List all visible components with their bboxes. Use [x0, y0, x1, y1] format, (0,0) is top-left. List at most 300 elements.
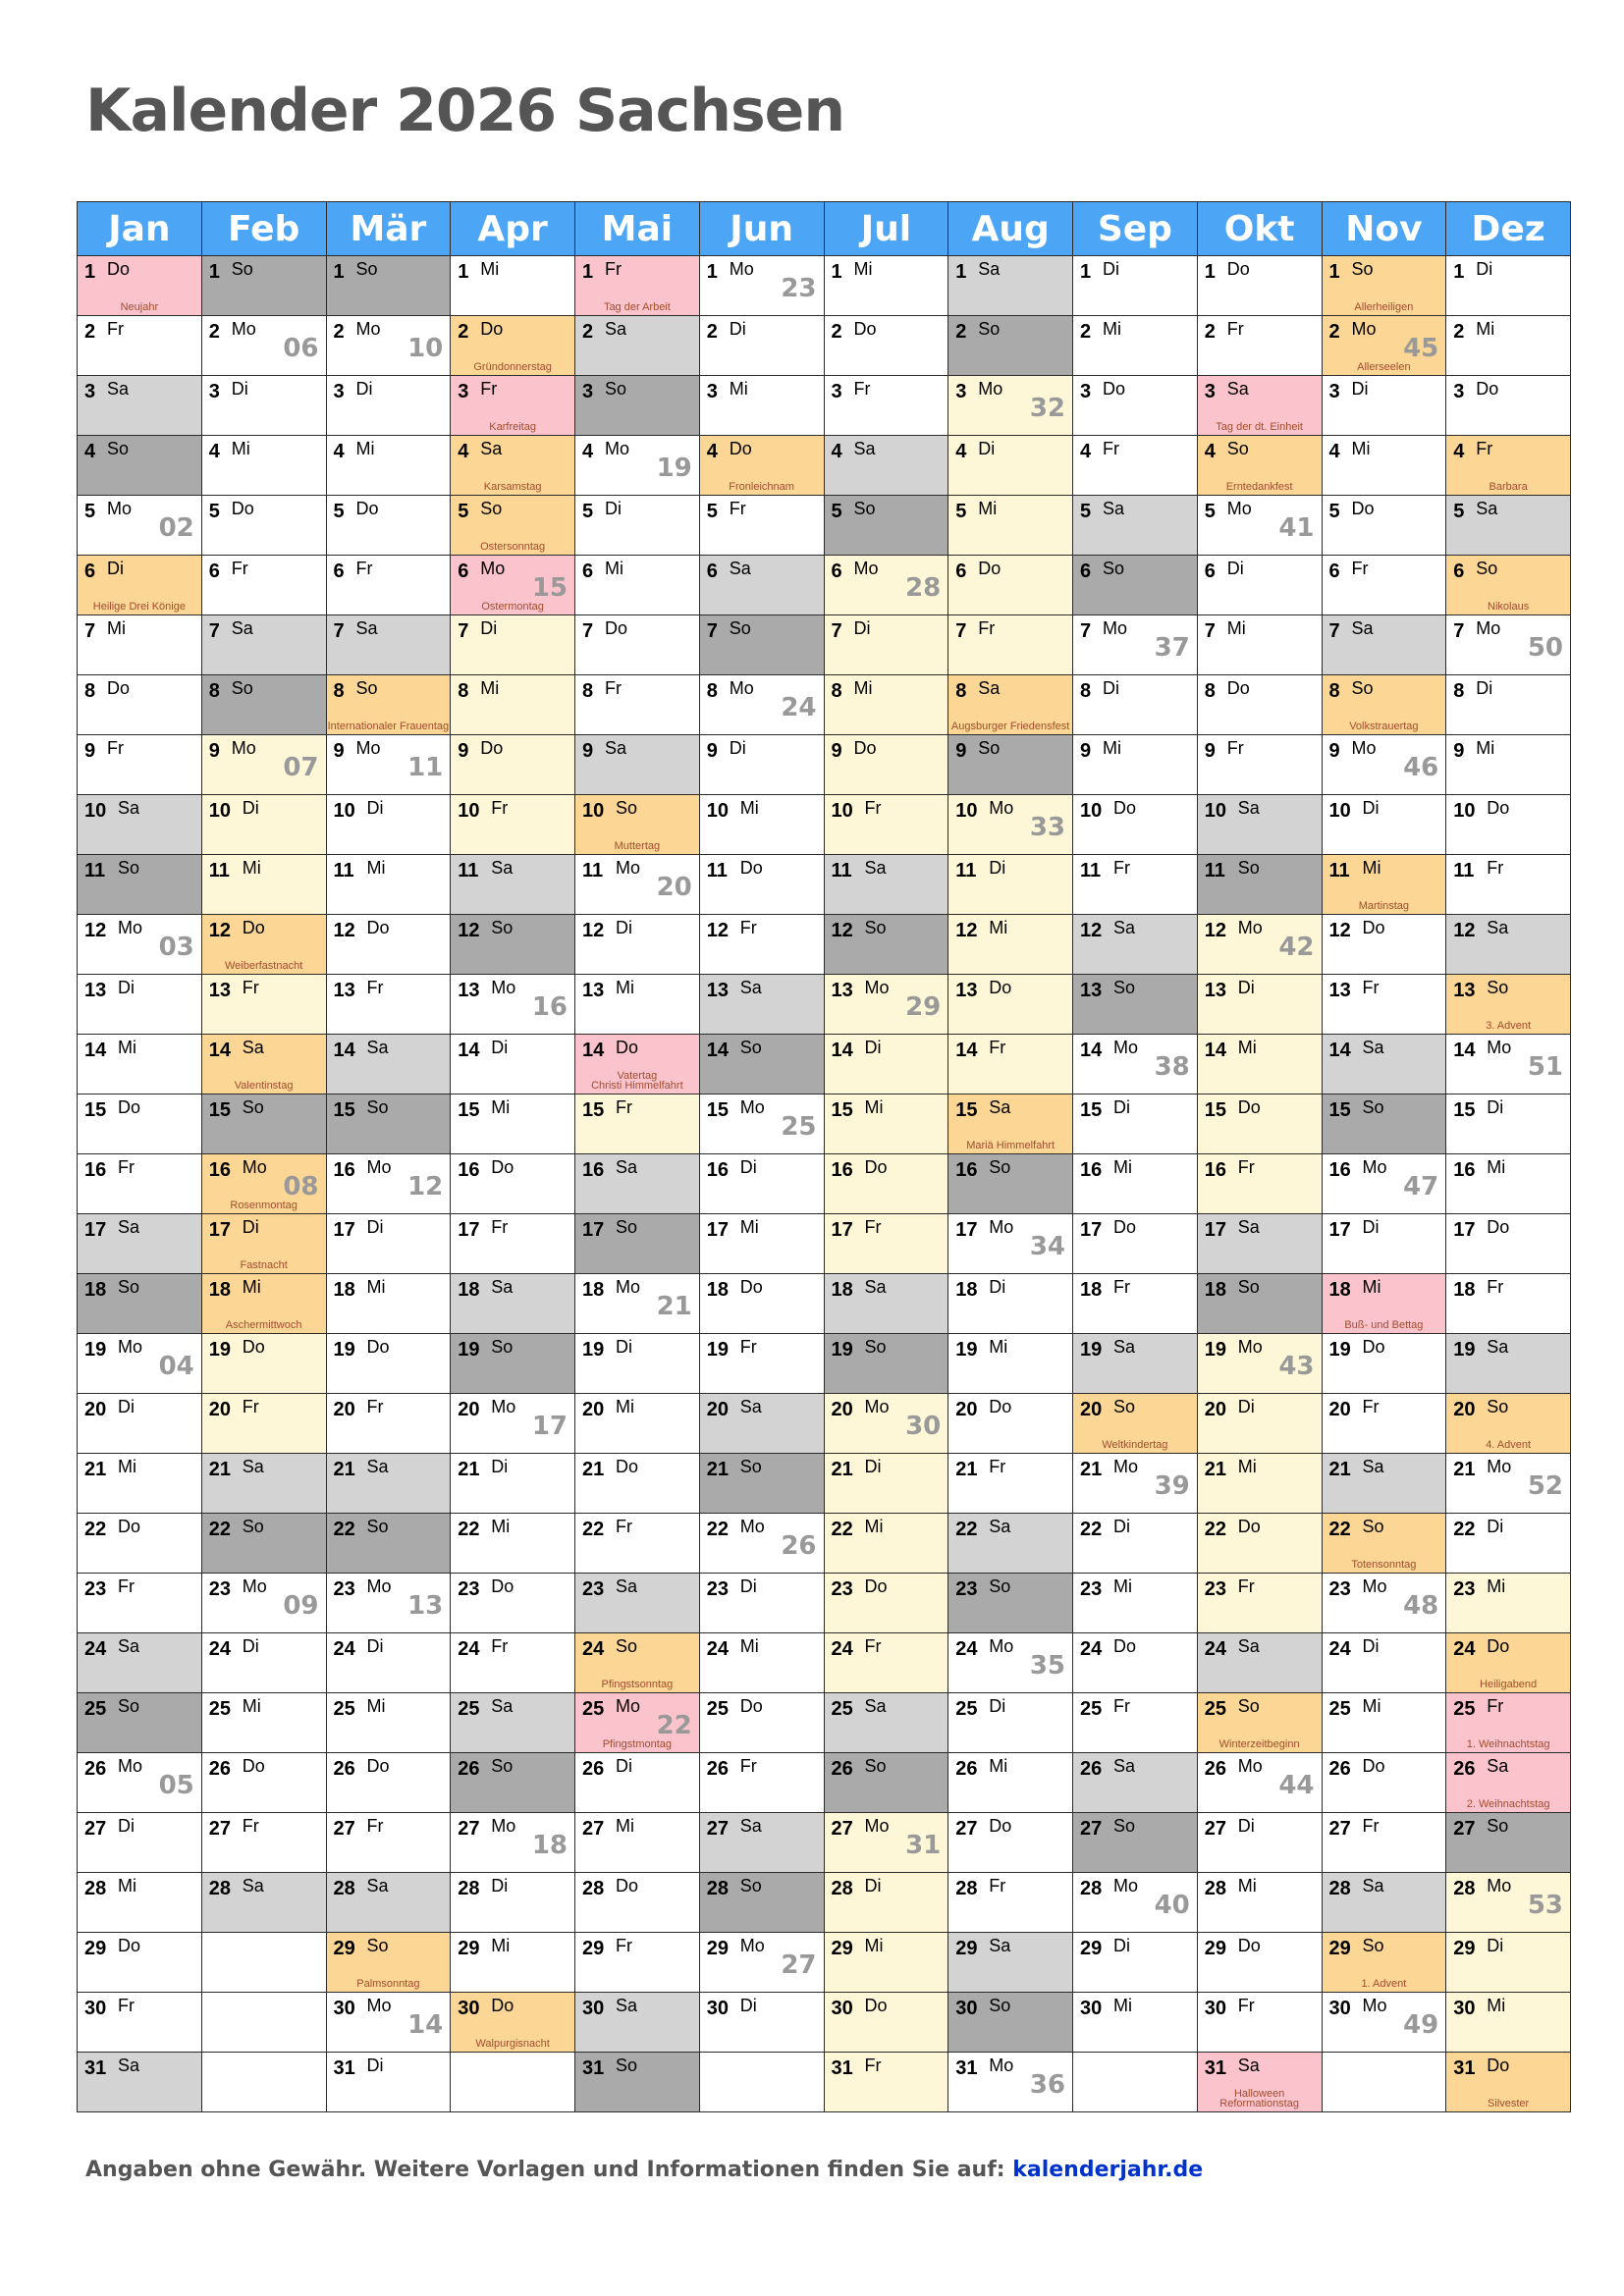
- day-cell: [699, 855, 824, 915]
- day-cell: [78, 855, 202, 915]
- day-cell: [326, 855, 451, 915]
- holiday-name: Karfreitag: [489, 421, 536, 433]
- weekday-label: Sa: [480, 439, 503, 458]
- holiday-name: Buß- und Bettag: [1344, 1319, 1424, 1331]
- day-number: 12: [1328, 920, 1351, 941]
- weekday-label: Fr: [491, 1217, 509, 1237]
- day-number: 23: [831, 1578, 853, 1600]
- weekday-label: So: [480, 499, 503, 518]
- day-number: 23: [955, 1578, 978, 1600]
- weekday-label: Mo: [491, 978, 516, 997]
- day-row: [78, 1095, 1571, 1154]
- weekday-label: Do: [1487, 2056, 1510, 2075]
- day-number: 31: [333, 2057, 355, 2079]
- day-cell: [1446, 1693, 1571, 1753]
- day-cell: [1197, 1993, 1322, 2053]
- weekday-label: Fr: [1226, 319, 1244, 339]
- weekday-label: Sa: [1103, 499, 1125, 518]
- weekday-label: Do: [1237, 1517, 1261, 1536]
- day-number: 23: [458, 1578, 480, 1600]
- day-number: 28: [1453, 1878, 1476, 1899]
- day-number: 13: [84, 980, 107, 1001]
- day-number: 7: [1328, 620, 1340, 642]
- day-cell: [201, 556, 326, 615]
- day-cell: [78, 1095, 202, 1154]
- weekday-label: Mi: [491, 1517, 511, 1536]
- month-header: Aug: [948, 202, 1073, 256]
- day-cell: [699, 615, 824, 675]
- observance-name: Fastnacht: [240, 1259, 288, 1271]
- day-cell: [451, 675, 575, 735]
- weekday-label: Di: [242, 1636, 259, 1656]
- day-number: 1: [1453, 261, 1465, 283]
- day-cell: [1322, 1633, 1446, 1693]
- weekday-label: Fr: [366, 978, 384, 997]
- day-cell: [451, 1753, 575, 1813]
- day-cell: [948, 2053, 1073, 2112]
- day-number: 26: [831, 1758, 853, 1780]
- weekday-label: Mi: [1476, 738, 1495, 758]
- day-number: 28: [84, 1878, 107, 1899]
- day-cell: [1197, 615, 1322, 675]
- day-cell: [326, 735, 451, 795]
- weekday-label: So: [1113, 978, 1136, 997]
- weekday-label: Di: [729, 738, 746, 758]
- weekday-label: Mi: [1237, 1457, 1257, 1476]
- day-cell: [575, 436, 700, 496]
- weekday-label: Di: [1237, 978, 1255, 997]
- day-cell: [1197, 556, 1322, 615]
- day-cell: [824, 436, 948, 496]
- weekday-label: Do: [366, 1337, 390, 1357]
- day-cell: [326, 1035, 451, 1095]
- weekday-label: Fr: [1226, 738, 1244, 758]
- day-cell: [78, 1514, 202, 1574]
- day-cell: [1446, 1214, 1571, 1274]
- day-number: 13: [1453, 980, 1476, 1001]
- day-cell: [575, 1214, 700, 1274]
- day-number: 17: [208, 1219, 231, 1241]
- observance-name: Vatertag: [617, 1070, 658, 1082]
- empty-cell: [1322, 2053, 1446, 2112]
- day-cell: [1197, 1574, 1322, 1633]
- day-number: 11: [1080, 860, 1102, 881]
- observance-name: Erntedankfest: [1225, 481, 1293, 493]
- day-number: 28: [582, 1878, 605, 1899]
- day-cell: [575, 795, 700, 855]
- weekday-label: Sa: [739, 1816, 762, 1836]
- day-number: 9: [1080, 740, 1092, 762]
- day-cell: [326, 1693, 451, 1753]
- weekday-label: Mi: [366, 1277, 386, 1297]
- weekday-label: So: [1362, 1936, 1384, 1955]
- day-number: 21: [831, 1459, 853, 1480]
- day-number: 18: [84, 1279, 107, 1301]
- day-number: 8: [1204, 680, 1216, 702]
- day-cell: [699, 496, 824, 556]
- observance-name: Halloween: [1233, 2088, 1285, 2100]
- weekday-label: Mi: [616, 1816, 634, 1836]
- weekday-label: Mi: [491, 1936, 511, 1955]
- weekday-label: Sa: [242, 1038, 264, 1057]
- day-number: 24: [582, 1638, 605, 1660]
- weekday-label: Di: [1362, 798, 1380, 818]
- day-cell: [1073, 1154, 1198, 1214]
- day-cell: [575, 1753, 700, 1813]
- day-number: 9: [955, 740, 967, 762]
- day-cell: [78, 256, 202, 316]
- weekday-label: Fr: [853, 379, 871, 399]
- weekday-label: So: [1113, 1397, 1136, 1416]
- weekday-label: Sa: [118, 2056, 140, 2075]
- day-number: 13: [955, 980, 978, 1001]
- day-cell: [78, 735, 202, 795]
- day-number: 21: [582, 1459, 605, 1480]
- day-number: 5: [955, 501, 967, 522]
- day-number: 26: [706, 1758, 729, 1780]
- day-number: 5: [1328, 501, 1340, 522]
- day-cell: [575, 675, 700, 735]
- weekday-label: Fr: [1237, 1576, 1255, 1596]
- day-cell: [326, 1813, 451, 1873]
- weekday-label: Sa: [1113, 918, 1136, 937]
- weekday-label: Do: [989, 978, 1012, 997]
- weekday-label: Sa: [864, 1696, 887, 1716]
- day-number: 18: [458, 1279, 480, 1301]
- day-cell: [948, 436, 1073, 496]
- weekday-label: Do: [491, 1576, 514, 1596]
- day-cell: [1322, 855, 1446, 915]
- empty-cell: [699, 2053, 824, 2112]
- calendar-week-number: 34: [1029, 1232, 1065, 1261]
- weekday-label: Mo: [231, 319, 256, 339]
- day-cell: [1446, 1514, 1571, 1574]
- weekday-label: Fr: [616, 1517, 632, 1536]
- weekday-label: Mi: [118, 1457, 136, 1476]
- day-number: 15: [582, 1099, 605, 1121]
- weekday-label: Fr: [1237, 1157, 1255, 1177]
- day-number: 11: [208, 860, 230, 881]
- day-cell: [201, 1334, 326, 1394]
- calendar-week-number: 52: [1527, 1471, 1563, 1501]
- observance-name: Allerheiligen: [1354, 301, 1414, 313]
- day-number: 24: [706, 1638, 729, 1660]
- day-number: 21: [333, 1459, 355, 1480]
- day-row: [78, 855, 1571, 915]
- day-number: 17: [831, 1219, 853, 1241]
- day-number: 1: [1080, 261, 1092, 283]
- weekday-label: So: [739, 1038, 762, 1057]
- day-cell: [326, 1933, 451, 1993]
- day-cell: [699, 1214, 824, 1274]
- day-number: 12: [706, 920, 729, 941]
- weekday-label: Mi: [480, 259, 500, 279]
- day-cell: [201, 436, 326, 496]
- day-number: 27: [1204, 1818, 1226, 1840]
- footer-text: Angaben ohne Gewähr. Weitere Vorlagen und Informationen finden Sie auf:: [85, 2158, 1013, 2182]
- day-number: 6: [1080, 561, 1092, 582]
- day-cell: [451, 316, 575, 376]
- day-number: 10: [955, 800, 978, 822]
- day-cell: [1073, 1693, 1198, 1753]
- calendar-week-number: 31: [905, 1831, 942, 1860]
- weekday-label: Fr: [1113, 1277, 1130, 1297]
- day-number: 22: [706, 1519, 729, 1540]
- weekday-label: Do: [118, 1936, 141, 1955]
- day-number: 14: [831, 1040, 853, 1061]
- empty-cell: [201, 1933, 326, 1993]
- day-number: 5: [831, 501, 842, 522]
- day-cell: [78, 1274, 202, 1334]
- day-row: [78, 256, 1571, 316]
- day-number: 7: [955, 620, 967, 642]
- day-cell: [1322, 1454, 1446, 1514]
- day-cell: [824, 256, 948, 316]
- observance-name: 1. Advent: [1361, 1978, 1407, 1990]
- day-number: 26: [582, 1758, 605, 1780]
- weekday-label: Do: [1113, 1217, 1137, 1237]
- observance-name: Augsburger Friedensfest: [950, 721, 1070, 732]
- day-cell: [326, 615, 451, 675]
- observance-name: Fronleichnam: [729, 481, 794, 493]
- calendar-week-number: 50: [1527, 633, 1563, 663]
- weekday-label: Di: [118, 978, 135, 997]
- month-header: Okt: [1197, 202, 1322, 256]
- holiday-name: Pfingstmontag: [602, 1738, 673, 1750]
- weekday-label: Mi: [118, 1038, 136, 1057]
- day-number: 15: [1080, 1099, 1103, 1121]
- weekday-label: So: [864, 1756, 887, 1776]
- day-cell: [699, 1394, 824, 1454]
- day-row: [78, 2053, 1571, 2112]
- day-cell: [1073, 1813, 1198, 1873]
- day-number: 16: [831, 1159, 853, 1181]
- day-number: 7: [1204, 620, 1216, 642]
- weekday-label: Fr: [616, 1936, 632, 1955]
- day-row: [78, 615, 1571, 675]
- day-cell: [78, 1214, 202, 1274]
- footer-link[interactable]: kalenderjahr.de: [1012, 2158, 1204, 2182]
- day-number: 12: [582, 920, 605, 941]
- day-number: 23: [208, 1578, 231, 1600]
- day-cell: [1197, 1933, 1322, 1993]
- day-cell: [575, 1334, 700, 1394]
- day-cell: [451, 795, 575, 855]
- day-number: 5: [458, 501, 469, 522]
- day-number: 25: [1453, 1698, 1476, 1720]
- day-cell: [575, 855, 700, 915]
- day-cell: [451, 1394, 575, 1454]
- day-number: 13: [1328, 980, 1351, 1001]
- day-number: 9: [208, 740, 220, 762]
- day-cell: [1197, 496, 1322, 556]
- day-number: 10: [582, 800, 605, 822]
- weekday-label: Di: [616, 918, 632, 937]
- day-cell: [1197, 436, 1322, 496]
- weekday-label: Sa: [366, 1457, 389, 1476]
- calendar-week-number: 20: [656, 873, 692, 902]
- calendar-week-number: 11: [407, 753, 444, 782]
- day-number: 24: [955, 1638, 978, 1660]
- weekday-label: Mo: [1237, 918, 1263, 937]
- month-header: Mai: [575, 202, 700, 256]
- weekday-label: Do: [1362, 1337, 1385, 1357]
- calendar-week-number: 10: [407, 334, 444, 363]
- day-number: 4: [84, 441, 96, 462]
- day-number: 6: [831, 561, 842, 582]
- day-cell: [1197, 1693, 1322, 1753]
- weekday-label: Mo: [107, 499, 133, 518]
- day-number: 18: [582, 1279, 605, 1301]
- weekday-label: Do: [1113, 1636, 1137, 1656]
- weekday-label: Fr: [864, 1636, 882, 1656]
- weekday-label: Fr: [107, 738, 124, 758]
- day-cell: [699, 1813, 824, 1873]
- day-number: 3: [582, 381, 594, 402]
- day-cell: [1446, 1633, 1571, 1693]
- day-number: 13: [458, 980, 480, 1001]
- day-cell: [1073, 1633, 1198, 1693]
- weekday-label: Do: [605, 618, 628, 638]
- day-row: [78, 556, 1571, 615]
- day-number: 9: [706, 740, 718, 762]
- holiday-name: 2. Weihnachtstag: [1466, 1798, 1550, 1810]
- weekday-label: Sa: [366, 1038, 389, 1057]
- weekday-label: So: [107, 439, 130, 458]
- day-cell: [1446, 256, 1571, 316]
- calendar-week-number: 09: [283, 1591, 319, 1621]
- weekday-label: So: [989, 1576, 1011, 1596]
- weekday-label: Fr: [729, 499, 746, 518]
- holiday-name: Christi Himmelfahrt: [591, 1080, 683, 1092]
- calendar-week-number: 51: [1527, 1052, 1563, 1082]
- weekday-label: Sa: [1113, 1337, 1136, 1357]
- weekday-label: Sa: [242, 1876, 264, 1896]
- day-number: 27: [1080, 1818, 1103, 1840]
- weekday-label: Do: [480, 738, 504, 758]
- day-cell: [1197, 1095, 1322, 1154]
- weekday-label: Do: [853, 319, 877, 339]
- day-number: 25: [955, 1698, 978, 1720]
- empty-cell: [201, 1993, 326, 2053]
- day-cell: [326, 975, 451, 1035]
- day-cell: [201, 1753, 326, 1813]
- weekday-label: Sa: [1487, 1337, 1509, 1357]
- day-cell: [1073, 1095, 1198, 1154]
- day-number: 30: [458, 1998, 480, 2019]
- day-cell: [78, 376, 202, 436]
- day-number: 29: [1453, 1938, 1476, 1959]
- weekday-label: Mi: [1113, 1157, 1132, 1177]
- day-cell: [201, 1633, 326, 1693]
- weekday-label: Di: [1487, 1517, 1504, 1536]
- day-number: 1: [208, 261, 220, 283]
- weekday-label: Fr: [1362, 1816, 1380, 1836]
- day-number: 30: [84, 1998, 107, 2019]
- day-row: [78, 1214, 1571, 1274]
- weekday-label: Mo: [242, 1157, 267, 1177]
- weekday-label: Do: [1226, 259, 1250, 279]
- weekday-label: Mo: [1487, 1876, 1512, 1896]
- day-cell: [451, 1993, 575, 2053]
- weekday-label: Mo: [231, 738, 256, 758]
- day-number: 21: [1453, 1459, 1476, 1480]
- day-number: 16: [582, 1159, 605, 1181]
- day-number: 22: [458, 1519, 480, 1540]
- day-cell: [1322, 975, 1446, 1035]
- day-cell: [948, 256, 1073, 316]
- day-cell: [1197, 1454, 1322, 1514]
- day-number: 8: [582, 680, 594, 702]
- calendar-week-number: 32: [1029, 394, 1065, 423]
- calendar-week-number: 06: [283, 334, 319, 363]
- calendar-week-number: 44: [1278, 1771, 1315, 1800]
- day-number: 16: [706, 1159, 729, 1181]
- day-number: 4: [458, 441, 469, 462]
- day-cell: [1322, 1993, 1446, 2053]
- day-number: 13: [831, 980, 853, 1001]
- day-cell: [1322, 1693, 1446, 1753]
- day-cell: [326, 1753, 451, 1813]
- day-number: 8: [1080, 680, 1092, 702]
- holiday-name: Tag der dt. Einheit: [1216, 421, 1303, 433]
- day-cell: [1073, 256, 1198, 316]
- day-cell: [575, 1394, 700, 1454]
- day-cell: [78, 1693, 202, 1753]
- weekday-label: Sa: [491, 1277, 514, 1297]
- footer-note: [85, 2158, 1203, 2182]
- month-header: Dez: [1446, 202, 1571, 256]
- weekday-label: Di: [491, 1457, 509, 1476]
- day-number: 10: [84, 800, 107, 822]
- weekday-label: Do: [739, 1696, 763, 1716]
- day-cell: [1446, 1095, 1571, 1154]
- day-cell: [1073, 1394, 1198, 1454]
- day-cell: [451, 615, 575, 675]
- calendar-week-number: 45: [1403, 334, 1439, 363]
- day-number: 6: [1204, 561, 1216, 582]
- day-number: 3: [1328, 381, 1340, 402]
- day-number: 23: [333, 1578, 355, 1600]
- day-cell: [699, 1873, 824, 1933]
- day-number: 25: [582, 1698, 605, 1720]
- weekday-label: Do: [366, 1756, 390, 1776]
- day-number: 14: [1453, 1040, 1476, 1061]
- day-number: 5: [1204, 501, 1216, 522]
- day-number: 29: [706, 1938, 729, 1959]
- day-cell: [1073, 675, 1198, 735]
- weekday-label: Sa: [616, 1157, 638, 1177]
- weekday-label: Di: [366, 798, 384, 818]
- weekday-label: Sa: [616, 1996, 638, 2015]
- weekday-label: So: [1487, 1816, 1509, 1836]
- weekday-label: Di: [978, 439, 996, 458]
- day-cell: [326, 1334, 451, 1394]
- day-number: 31: [1204, 2057, 1226, 2079]
- weekday-label: Mo: [491, 1816, 516, 1836]
- weekday-label: Mi: [480, 678, 500, 698]
- weekday-label: Di: [366, 1217, 384, 1237]
- weekday-label: Mo: [739, 1936, 765, 1955]
- weekday-label: Di: [1362, 1636, 1380, 1656]
- weekday-label: Mi: [853, 678, 873, 698]
- weekday-label: Mi: [1362, 1277, 1381, 1297]
- weekday-label: Do: [107, 259, 131, 279]
- day-number: 27: [1453, 1818, 1476, 1840]
- weekday-label: Mi: [1351, 439, 1371, 458]
- day-cell: [824, 1633, 948, 1693]
- day-number: 29: [1080, 1938, 1103, 1959]
